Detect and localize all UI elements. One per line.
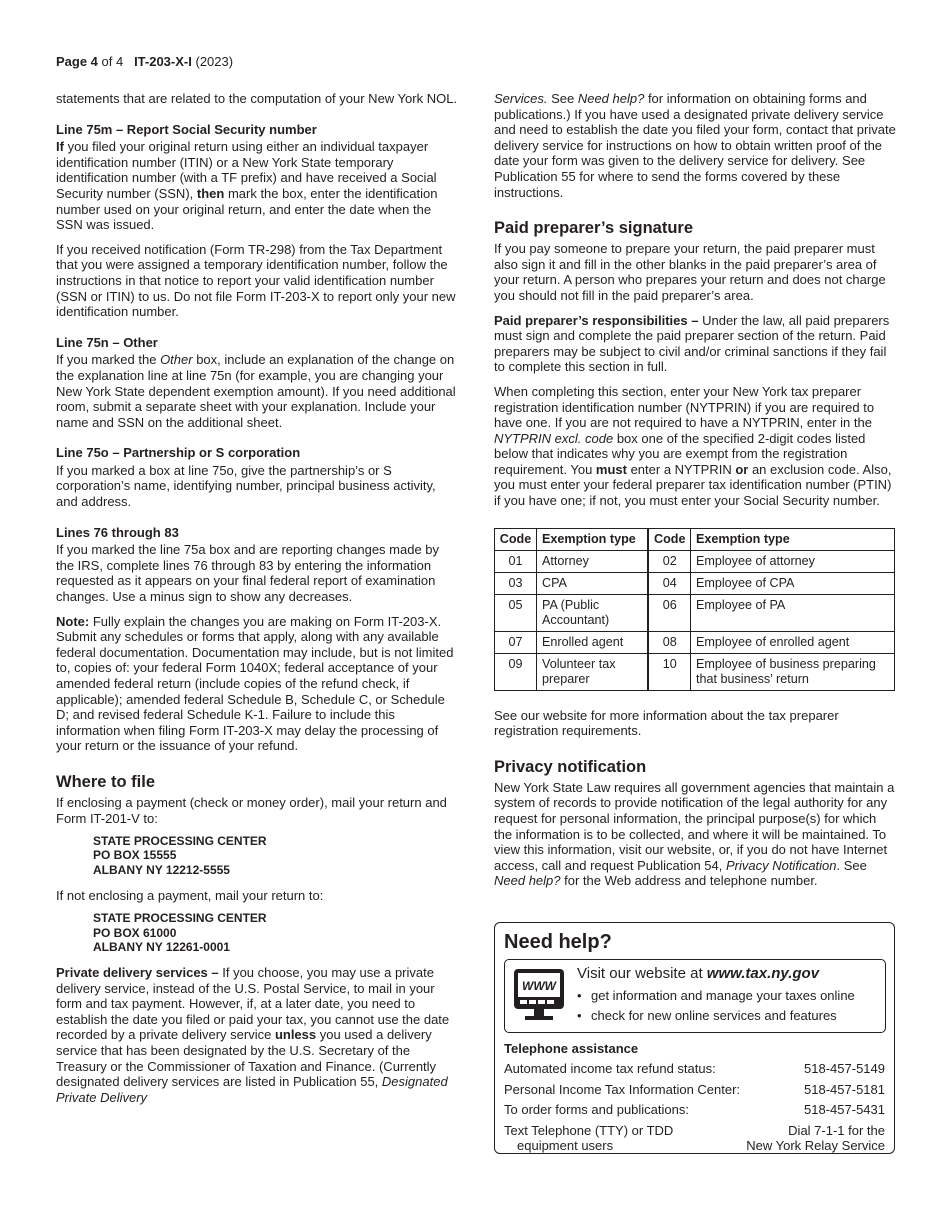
code-cell: 04 — [648, 572, 690, 594]
exemption-code-table — [494, 528, 895, 691]
form-id: IT-203-X-I — [134, 54, 192, 69]
exemption-cell: CPA — [537, 572, 649, 594]
column-header-code: Code — [495, 528, 537, 550]
phone-row — [504, 1082, 885, 1098]
table-header-row — [495, 528, 895, 550]
privacy-heading: Privacy notification — [494, 757, 647, 776]
lines-76-83-paragraph: If you marked the line 75a box and are reporting changes made by the IRS, complete lines 76 through 83 by entering the information requested as it appears on your final federal report of examination changes. Use a minus sign to show any decreases. — [56, 542, 440, 605]
preparer-responsibilities-paragraph: Paid preparer’s responsibilities – Under the law, all paid preparers must sign and complete the paid preparer section of the return. Paid preparers may be subject to civil and/or criminal sanctions if they fail to complete this section in full. — [494, 312, 890, 375]
address-with-payment: STATE PROCESSING CENTER PO BOX 15555 ALBANY NY 12212-5555 — [93, 834, 267, 877]
exemption-cell: Employee of enrolled agent — [690, 631, 894, 653]
right-column — [494, 91, 896, 898]
form-year: (2023) — [195, 54, 234, 69]
table-row — [495, 653, 895, 690]
code-cell: 03 — [495, 572, 537, 594]
code-cell: 08 — [648, 631, 690, 653]
exemption-cell: Employee of CPA — [690, 572, 894, 594]
exemption-cell: PA (Public Accountant) — [537, 594, 649, 631]
line-75o-heading: Line 75o – Partnership or S corporation — [56, 445, 301, 461]
privacy-paragraph: New York State Law requires all government agencies that maintain a system of records to provide notification of the legal authority for any request for personal information, the principal purpose(s) for which the information is to be collected, and where it will be maintained. To view this information, visit our website, or, if you do not have Internet access, call and request Publication 54, Privacy Notification. See Need help? for the Web address and telephone number. — [494, 779, 895, 889]
private-delivery-continued: Services. See Need help? for information on obtaining forms and publications.) If you have used a designated private delivery service and need to establish the date you filed your form, contact that private delivery service for instructions on how to obtain written proof of the date your form was given to the delivery service for delivery. See Publication 55 for where to send the forms covered by these instructions. — [494, 91, 896, 200]
address-without-payment: STATE PROCESSING CENTER PO BOX 61000 ALBANY NY 12261-0001 — [93, 911, 267, 954]
line-75n-heading: Line 75n – Other — [56, 334, 158, 350]
computer-monitor-icon — [512, 967, 566, 1023]
exemption-cell: Enrolled agent — [537, 631, 649, 653]
tty-value: Dial 7-1-1 for the New York Relay Service — [746, 1122, 885, 1153]
exemption-cell: Employee of business preparing that business’ return — [690, 653, 894, 690]
website-bullet: • get information and manage your taxes online — [577, 986, 877, 1006]
code-cell: 05 — [495, 594, 537, 631]
page-number: Page 4 — [56, 54, 98, 69]
table-row — [495, 572, 895, 594]
code-cell: 09 — [495, 653, 537, 690]
line-75m-paragraph-2: If you received notification (Form TR-298) from the Tax Department that you were assigned a temporary identification number, follow the instructions in that notice to report your valid identification number (SSN or ITIN) to us. Do not file Form IT-203-X to report only your new identification number. — [56, 241, 456, 320]
telephone-assistance-heading: Telephone assistance — [504, 1041, 639, 1056]
table-row — [495, 550, 895, 572]
nytprin-paragraph: When completing this section, enter your New York tax preparer registration identification number (NYTPRIN) if you are required to have one. If you are not required to have a NYTPRIN, enter in the NYTPRIN excl. code box one of the specified 2-digit codes listed below that indicates why you are exempt from the registration requirement. You must enter a NYTPRIN or an exclusion code. Also, you must enter your federal preparer tax identification number (PTIN) if you have one; if not, you must enter your Social Security number. — [494, 383, 892, 509]
private-delivery-paragraph: Private delivery services – If you choose, you may use a private delivery service, instead of the U.S. Postal Service, to mail in your form and tax payment. However, if, at a later date, you need to establish the date you filed or paid your tax, you cannot use the date recorded by a private delivery service unless you used a delivery service that has been designated by the U.S. Secretary of the Treasury or the Commissioner of Taxation and Finance. (Currently designated delivery services are listed in Publication 55, Designated Private Delivery — [56, 964, 450, 1105]
paid-preparer-heading: Paid preparer’s signature — [494, 219, 693, 238]
line-75n-paragraph: If you marked the Other box, include an explanation of the change on the explanation line at line 75n (for example, you are changing your New York State dependent exemption amount). If you need additional room, submit a separate sheet with your explanation. Include your name and SSN on the additional sheet. — [56, 352, 456, 430]
column-header-exemption-type: Exemption type — [537, 528, 649, 550]
code-cell: 01 — [495, 550, 537, 572]
phone-number: 518-457-5181 — [804, 1081, 885, 1097]
website-link[interactable]: www.tax.ny.gov — [706, 965, 820, 982]
lines-76-83-heading: Lines 76 through 83 — [56, 524, 179, 540]
line-75o-paragraph: If you marked a box at line 75o, give the partnership’s or S corporation’s name, identifying number, principal business activity, and address. — [56, 462, 436, 510]
column-header-exemption-type: Exemption type — [690, 528, 894, 550]
phone-label: Personal Income Tax Information Center: — [504, 1081, 741, 1097]
phone-number: 518-457-5149 — [804, 1061, 885, 1076]
www-icon-text: WWW — [522, 979, 556, 993]
left-column — [56, 91, 458, 1114]
exemption-cell: Employee of attorney — [690, 550, 894, 572]
where-to-file-no-payment-text: If not enclosing a payment, mail your return to: — [56, 887, 324, 903]
visit-website-line: Visit our website at www.tax.ny.gov — [577, 965, 820, 982]
phone-label: Automated income tax refund status: — [504, 1061, 716, 1076]
phone-row — [504, 1061, 885, 1077]
paid-preparer-paragraph: If you pay someone to prepare your return, the paid preparer must also sign it and fill in the other blanks in the paid preparer’s area of your return. A person who prepares your return and does not charge you should not fill in the paid preparer’s area. — [494, 241, 886, 303]
line-75m-paragraph-1: If you filed your original return using either an individual taxpayer identification number (ITIN) or a New York State temporary identification number (with a TF prefix) and have received a Social Security number (SSN), then mark the box, enter the identification number used on your original return, and enter the date when the SSN was issued. — [56, 139, 438, 233]
page-header — [56, 54, 233, 70]
code-cell: 06 — [648, 594, 690, 631]
code-cell: 07 — [495, 631, 537, 653]
where-to-file-payment-text: If enclosing a payment (check or money order), mail your return and Form IT-201-V to: — [56, 794, 447, 826]
note-paragraph: Note: Fully explain the changes you are making on Form IT-203-X. Submit any schedules or forms that apply, along with any available federal documentation. Documentation may include, but is not limited to, copies of: your federal Form 1040X; federal acceptance of your amended federal return (include copies of the refund check, if applicable); amended federal Schedule B, Schedule C, or Schedule D; and revised federal Schedule K-1. Failure to include this information when filing Form IT-203-X may delay the processing of your return or the issuance of your refund. — [56, 613, 454, 754]
exemption-cell: Attorney — [537, 550, 649, 572]
need-help-title: Need help? — [504, 931, 612, 953]
code-cell: 10 — [648, 653, 690, 690]
code-cell: 02 — [648, 550, 690, 572]
registration-website-note: See our website for more information about the tax preparer registration requirements. — [494, 707, 839, 739]
line-75m-heading: Line 75m – Report Social Security number — [56, 121, 317, 137]
need-help-box — [494, 922, 895, 1154]
tty-row — [504, 1123, 885, 1154]
website-box — [504, 959, 886, 1033]
table-row — [495, 631, 895, 653]
column-header-code: Code — [648, 528, 690, 550]
phone-label: To order forms and publications: — [504, 1102, 689, 1117]
exemption-cell: Employee of PA — [690, 594, 894, 631]
exemption-cell: Volunteer tax preparer — [537, 653, 649, 690]
page-total: of 4 — [97, 54, 124, 69]
tty-label: Text Telephone (TTY) or TDD equipment users — [504, 1122, 674, 1153]
phone-row — [504, 1102, 885, 1118]
website-bullet: • check for new online services and features — [577, 1006, 877, 1026]
where-to-file-heading: Where to file — [56, 772, 156, 791]
table-row — [495, 594, 895, 631]
phone-number: 518-457-5431 — [804, 1102, 885, 1117]
intro-text: statements that are related to the computation of your New York NOL. — [56, 91, 458, 106]
